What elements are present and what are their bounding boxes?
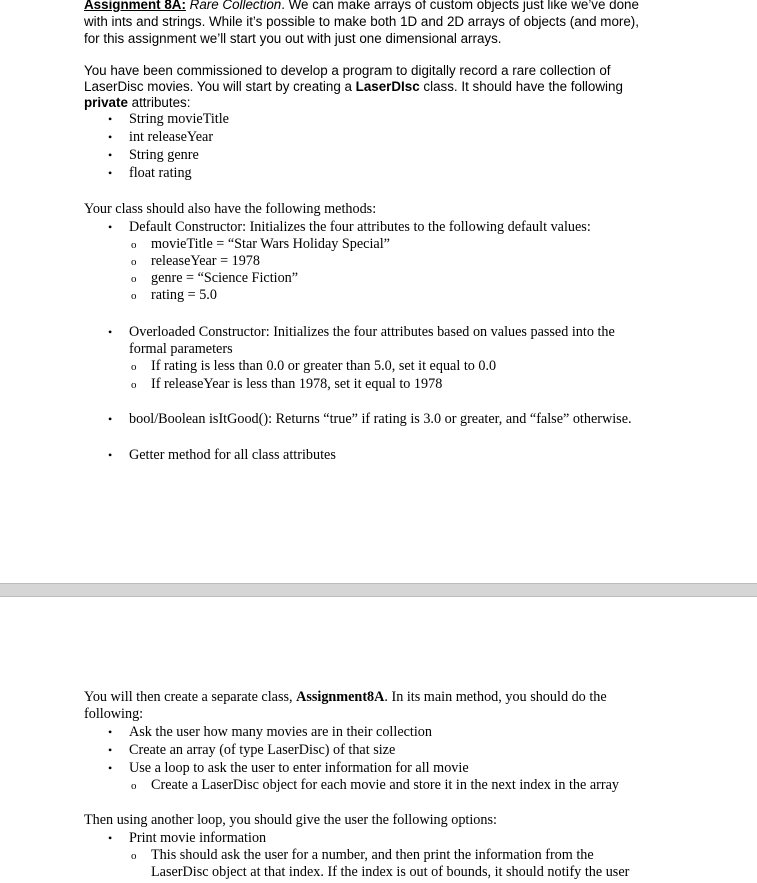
assignment-subtitle: Rare Collection <box>189 0 282 12</box>
page2-line-2: following: <box>84 706 144 722</box>
overloaded-rule-year: If releaseYear is less than 1978, set it equal to 1978 <box>151 376 443 392</box>
option-print-movie: Print movie information <box>129 830 267 846</box>
bullet-icon: • <box>108 130 113 144</box>
sub-bullet-icon: o <box>131 256 137 268</box>
bullet-icon: • <box>108 325 113 339</box>
overloaded-constructor-line-2: formal parameters <box>129 341 233 357</box>
options-heading: Then using another loop, you should give the user the following options: <box>84 812 497 828</box>
is-it-good-method: bool/Boolean isItGood(): Returns “true” if rating is 3.0 or greater, and “false” otherwise. <box>129 411 632 427</box>
overloaded-constructor-line-1: Overloaded Constructor: Initializes the four attributes based on values passed into the <box>129 324 615 340</box>
commission-line-3-post: attributes: <box>127 95 191 110</box>
bullet-icon: • <box>108 166 113 180</box>
step-item: Use a loop to ask the user to enter information for all movie <box>129 760 469 776</box>
default-value-item: releaseYear = 1978 <box>151 253 260 269</box>
sub-bullet-icon: o <box>131 361 137 373</box>
commission-line-1: You have been commissioned to develop a program to digitally record a rare collection of <box>84 63 611 78</box>
bullet-icon: • <box>108 743 113 757</box>
sub-bullet-icon: o <box>131 239 137 251</box>
attribute-item: float rating <box>129 165 192 181</box>
page2-line-1 <box>84 689 607 706</box>
sub-bullet-icon: o <box>131 273 137 285</box>
bullet-icon: • <box>108 831 113 845</box>
intro-line-3: for this assignment we’ll start you out with just one dimensional arrays. <box>84 31 502 46</box>
attribute-item: int releaseYear <box>129 129 214 145</box>
document-page-2 <box>0 597 757 883</box>
sub-bullet-icon: o <box>131 850 137 862</box>
intro-line-1 <box>84 0 639 12</box>
getter-methods: Getter method for all class attributes <box>129 447 336 463</box>
class-name-laserdisc: LaserDIsc <box>355 79 420 94</box>
bullet-icon: • <box>108 412 113 426</box>
class-name-assignment8a: Assignment8A <box>296 689 385 705</box>
commission-line-2-pre: LaserDisc movies. You will start by creating a <box>84 79 356 94</box>
sub-bullet-icon: o <box>131 290 137 302</box>
page2-line-1-post: . In its main method, you should do the <box>384 689 607 705</box>
default-value-item: genre = “Science Fiction” <box>151 270 299 286</box>
page-separator <box>0 583 757 597</box>
intro-line-1-rest: . We can make arrays of custom objects just like we’ve done <box>281 0 639 12</box>
bullet-icon: • <box>108 148 113 162</box>
step-sub-item: Create a LaserDisc object for each movie and store it in the next index in the array <box>151 777 620 793</box>
attribute-item: String movieTitle <box>129 111 229 127</box>
assignment-title: Assignment 8A: <box>84 0 186 12</box>
option-sub-line-1: This should ask the user for a number, and then print the information from the <box>151 847 594 863</box>
bullet-icon: • <box>108 725 113 739</box>
sub-bullet-icon: o <box>131 780 137 792</box>
methods-heading: Your class should also have the following methods: <box>84 201 377 217</box>
page2-line-1-pre: You will then create a separate class, <box>84 689 297 705</box>
option-sub-line-2: LaserDisc object at that index. If the index is out of bounds, it should notify the user <box>151 864 630 880</box>
attribute-item: String genre <box>129 147 199 163</box>
private-keyword: private <box>84 95 128 110</box>
step-item: Ask the user how many movies are in their collection <box>129 724 432 740</box>
bullet-icon: • <box>108 761 113 775</box>
bullet-icon: • <box>108 220 113 234</box>
commission-line-3 <box>84 95 190 110</box>
default-constructor-label: Default Constructor: Initializes the four attributes to the following default values: <box>129 219 591 235</box>
bullet-icon: • <box>108 112 113 126</box>
bullet-icon: • <box>108 448 113 462</box>
default-value-item: movieTitle = “Star Wars Holiday Special” <box>151 236 390 252</box>
intro-line-2: with ints and strings. While it’s possible to make both 1D and 2D arrays of objects (and more), <box>84 14 639 29</box>
commission-line-2-post: class. It should have the following <box>419 79 623 94</box>
default-value-item: rating = 5.0 <box>151 287 217 303</box>
sub-bullet-icon: o <box>131 379 137 391</box>
overloaded-rule-rating: If rating is less than 0.0 or greater than 5.0, set it equal to 0.0 <box>151 358 497 374</box>
commission-line-2 <box>84 79 623 94</box>
step-item: Create an array (of type LaserDisc) of that size <box>129 742 396 758</box>
